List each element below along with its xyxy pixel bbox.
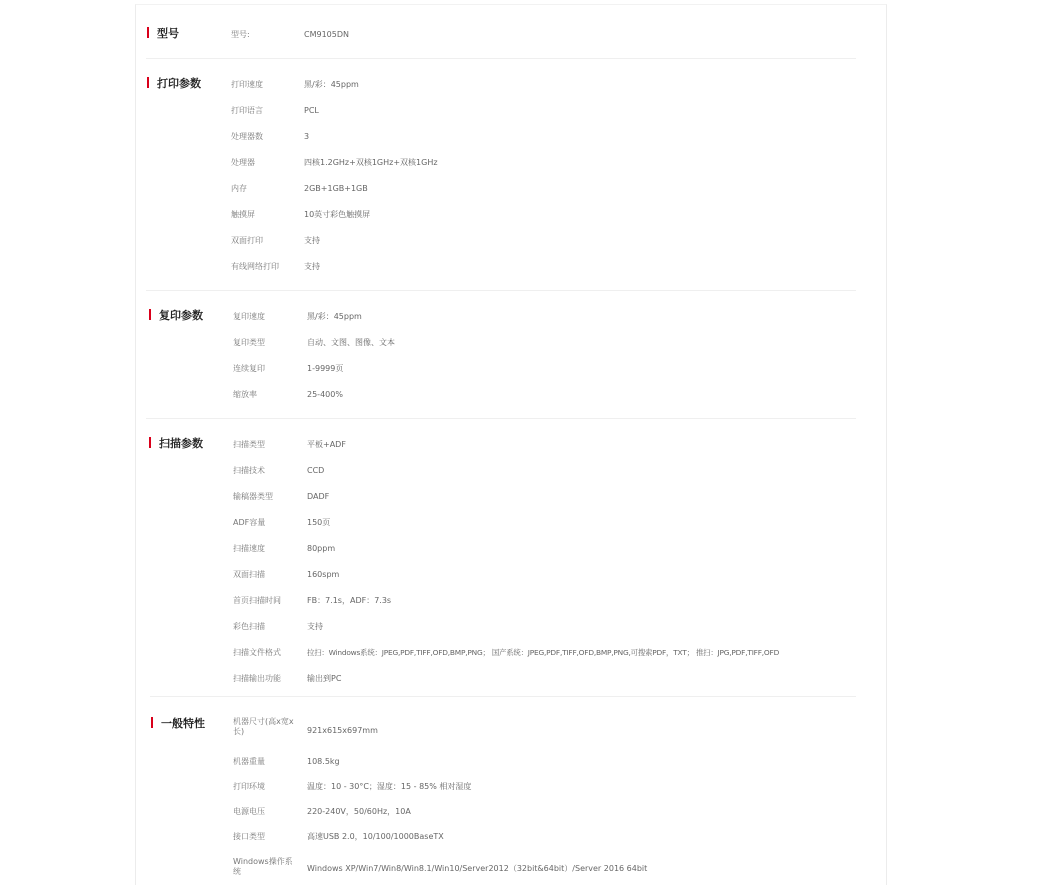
spec-row [136, 338, 886, 364]
spec-row [136, 262, 886, 288]
spec-label: 扫描文件格式 [233, 648, 281, 657]
spec-row [136, 757, 886, 783]
spec-label: 扫描类型 [233, 440, 265, 449]
spec-row [136, 440, 886, 466]
spec-value: 自动、文图、图像、文本 [307, 338, 395, 347]
section-print [136, 59, 886, 291]
spec-label: 复印速度 [233, 312, 265, 321]
spec-label: 内存 [231, 184, 247, 193]
spec-label: 彩色扫描 [233, 622, 265, 631]
spec-label: 打印速度 [231, 80, 263, 89]
section-title-text: 打印参数 [157, 77, 201, 90]
spec-value: FB：7.1s，ADF：7.3s [307, 596, 392, 605]
spec-label: 连续复印 [233, 364, 265, 373]
spec-value: PCL [304, 106, 319, 115]
spec-row [136, 106, 886, 132]
spec-row [136, 312, 886, 338]
spec-row [136, 466, 886, 492]
spec-row [136, 236, 886, 262]
spec-value: 黑/彩：45ppm [304, 80, 359, 89]
spec-row [136, 807, 886, 833]
spec-value: 150页 [307, 518, 331, 527]
spec-label: 型号: [231, 30, 250, 39]
spec-label: 处理器数 [231, 132, 263, 141]
section-general [136, 697, 886, 885]
spec-value: 四核1.2GHz+双核1GHz+双核1GHz [304, 158, 438, 167]
spec-row [136, 80, 886, 106]
spec-row [136, 364, 886, 390]
spec-value: Windows XP/Win7/Win8/Win8.1/Win10/Server2012（32bit&64bit）/Server 2016 64bit [307, 864, 648, 873]
spec-row [136, 596, 886, 622]
spec-row [136, 184, 886, 210]
spec-label: ADF容量 [233, 518, 266, 527]
section-title-text: 一般特性 [161, 717, 205, 730]
spec-value: 80ppm [307, 544, 336, 553]
spec-value: 3 [304, 132, 310, 141]
spec-label: 扫描输出功能 [233, 674, 281, 683]
spec-value: 支持 [304, 262, 320, 271]
spec-value: 220-240V，50/60Hz，10A [307, 807, 411, 816]
spec-label: 复印类型 [233, 338, 265, 347]
spec-row [136, 518, 886, 544]
spec-label: 双面打印 [231, 236, 263, 245]
spec-value: DADF [307, 492, 330, 501]
spec-value: 10英寸彩色触摸屏 [304, 210, 371, 219]
spec-row [136, 210, 886, 236]
spec-label: 电源电压 [233, 807, 265, 816]
spec-row [136, 132, 886, 158]
spec-value: 支持 [304, 236, 320, 245]
spec-label: Windows操作系统 [233, 857, 293, 876]
spec-label: 有线网络打印 [231, 262, 279, 271]
spec-label: 双面扫描 [233, 570, 265, 579]
spec-value: 温度：10 - 30°C；湿度：15 - 85% 相对湿度 [307, 782, 472, 791]
spec-label: 扫描技术 [233, 466, 265, 475]
spec-label: 打印语言 [231, 106, 263, 115]
spec-label: 触摸屏 [231, 210, 255, 219]
spec-row [136, 857, 886, 887]
spec-value: 2GB+1GB+1GB [304, 184, 368, 193]
section-title-text: 型号 [157, 27, 179, 40]
spec-value: 25-400% [307, 390, 343, 399]
spec-row [136, 492, 886, 518]
spec-value: 平板+ADF [307, 440, 346, 449]
section-model [136, 5, 886, 59]
spec-label: 首页扫描时间 [233, 596, 281, 605]
spec-value: 拉扫：Windows系统：JPEG,PDF,TIFF,OFD,BMP,PNG； 国产系统：JPEG,PDF,TIFF,OFD,BMP,PNG,可搜索PDF，TXT； 推扫：JPG,PDF,TIFF,OFD [307, 648, 780, 657]
spec-value: 160spm [307, 570, 340, 579]
spec-value: 921x615x697mm [307, 726, 378, 735]
section-scan [136, 419, 886, 697]
spec-value: 输出到PC [307, 674, 342, 683]
spec-value: 支持 [307, 622, 323, 631]
spec-panel [135, 4, 887, 885]
spec-label: 输稿器类型 [233, 492, 273, 501]
spec-row [136, 832, 886, 858]
spec-row [136, 158, 886, 184]
spec-row [136, 648, 886, 674]
spec-label: 处理器 [231, 158, 255, 167]
spec-row [136, 622, 886, 648]
spec-label: 接口类型 [233, 832, 265, 841]
spec-value: CCD [307, 466, 325, 475]
spec-label: 机器重量 [233, 757, 265, 766]
spec-row [136, 30, 886, 56]
spec-row [136, 782, 886, 808]
spec-value: CM9105DN [304, 30, 349, 39]
spec-row [136, 390, 886, 416]
spec-label: 扫描速度 [233, 544, 265, 553]
spec-label: 缩放率 [233, 390, 257, 399]
spec-value: 高速USB 2.0，10/100/1000BaseTX [307, 832, 444, 841]
spec-row [136, 544, 886, 570]
section-copy [136, 291, 886, 419]
spec-row [136, 717, 886, 747]
spec-value: 108.5kg [307, 757, 340, 766]
spec-row [136, 570, 886, 596]
spec-label: 机器尺寸(高x宽x长) [233, 717, 294, 736]
section-title-text: 复印参数 [159, 309, 203, 322]
spec-label: 打印环境 [233, 782, 265, 791]
spec-value: 1-9999页 [307, 364, 344, 373]
section-title-text: 扫描参数 [159, 437, 203, 450]
spec-value: 黑/彩：45ppm [307, 312, 362, 321]
